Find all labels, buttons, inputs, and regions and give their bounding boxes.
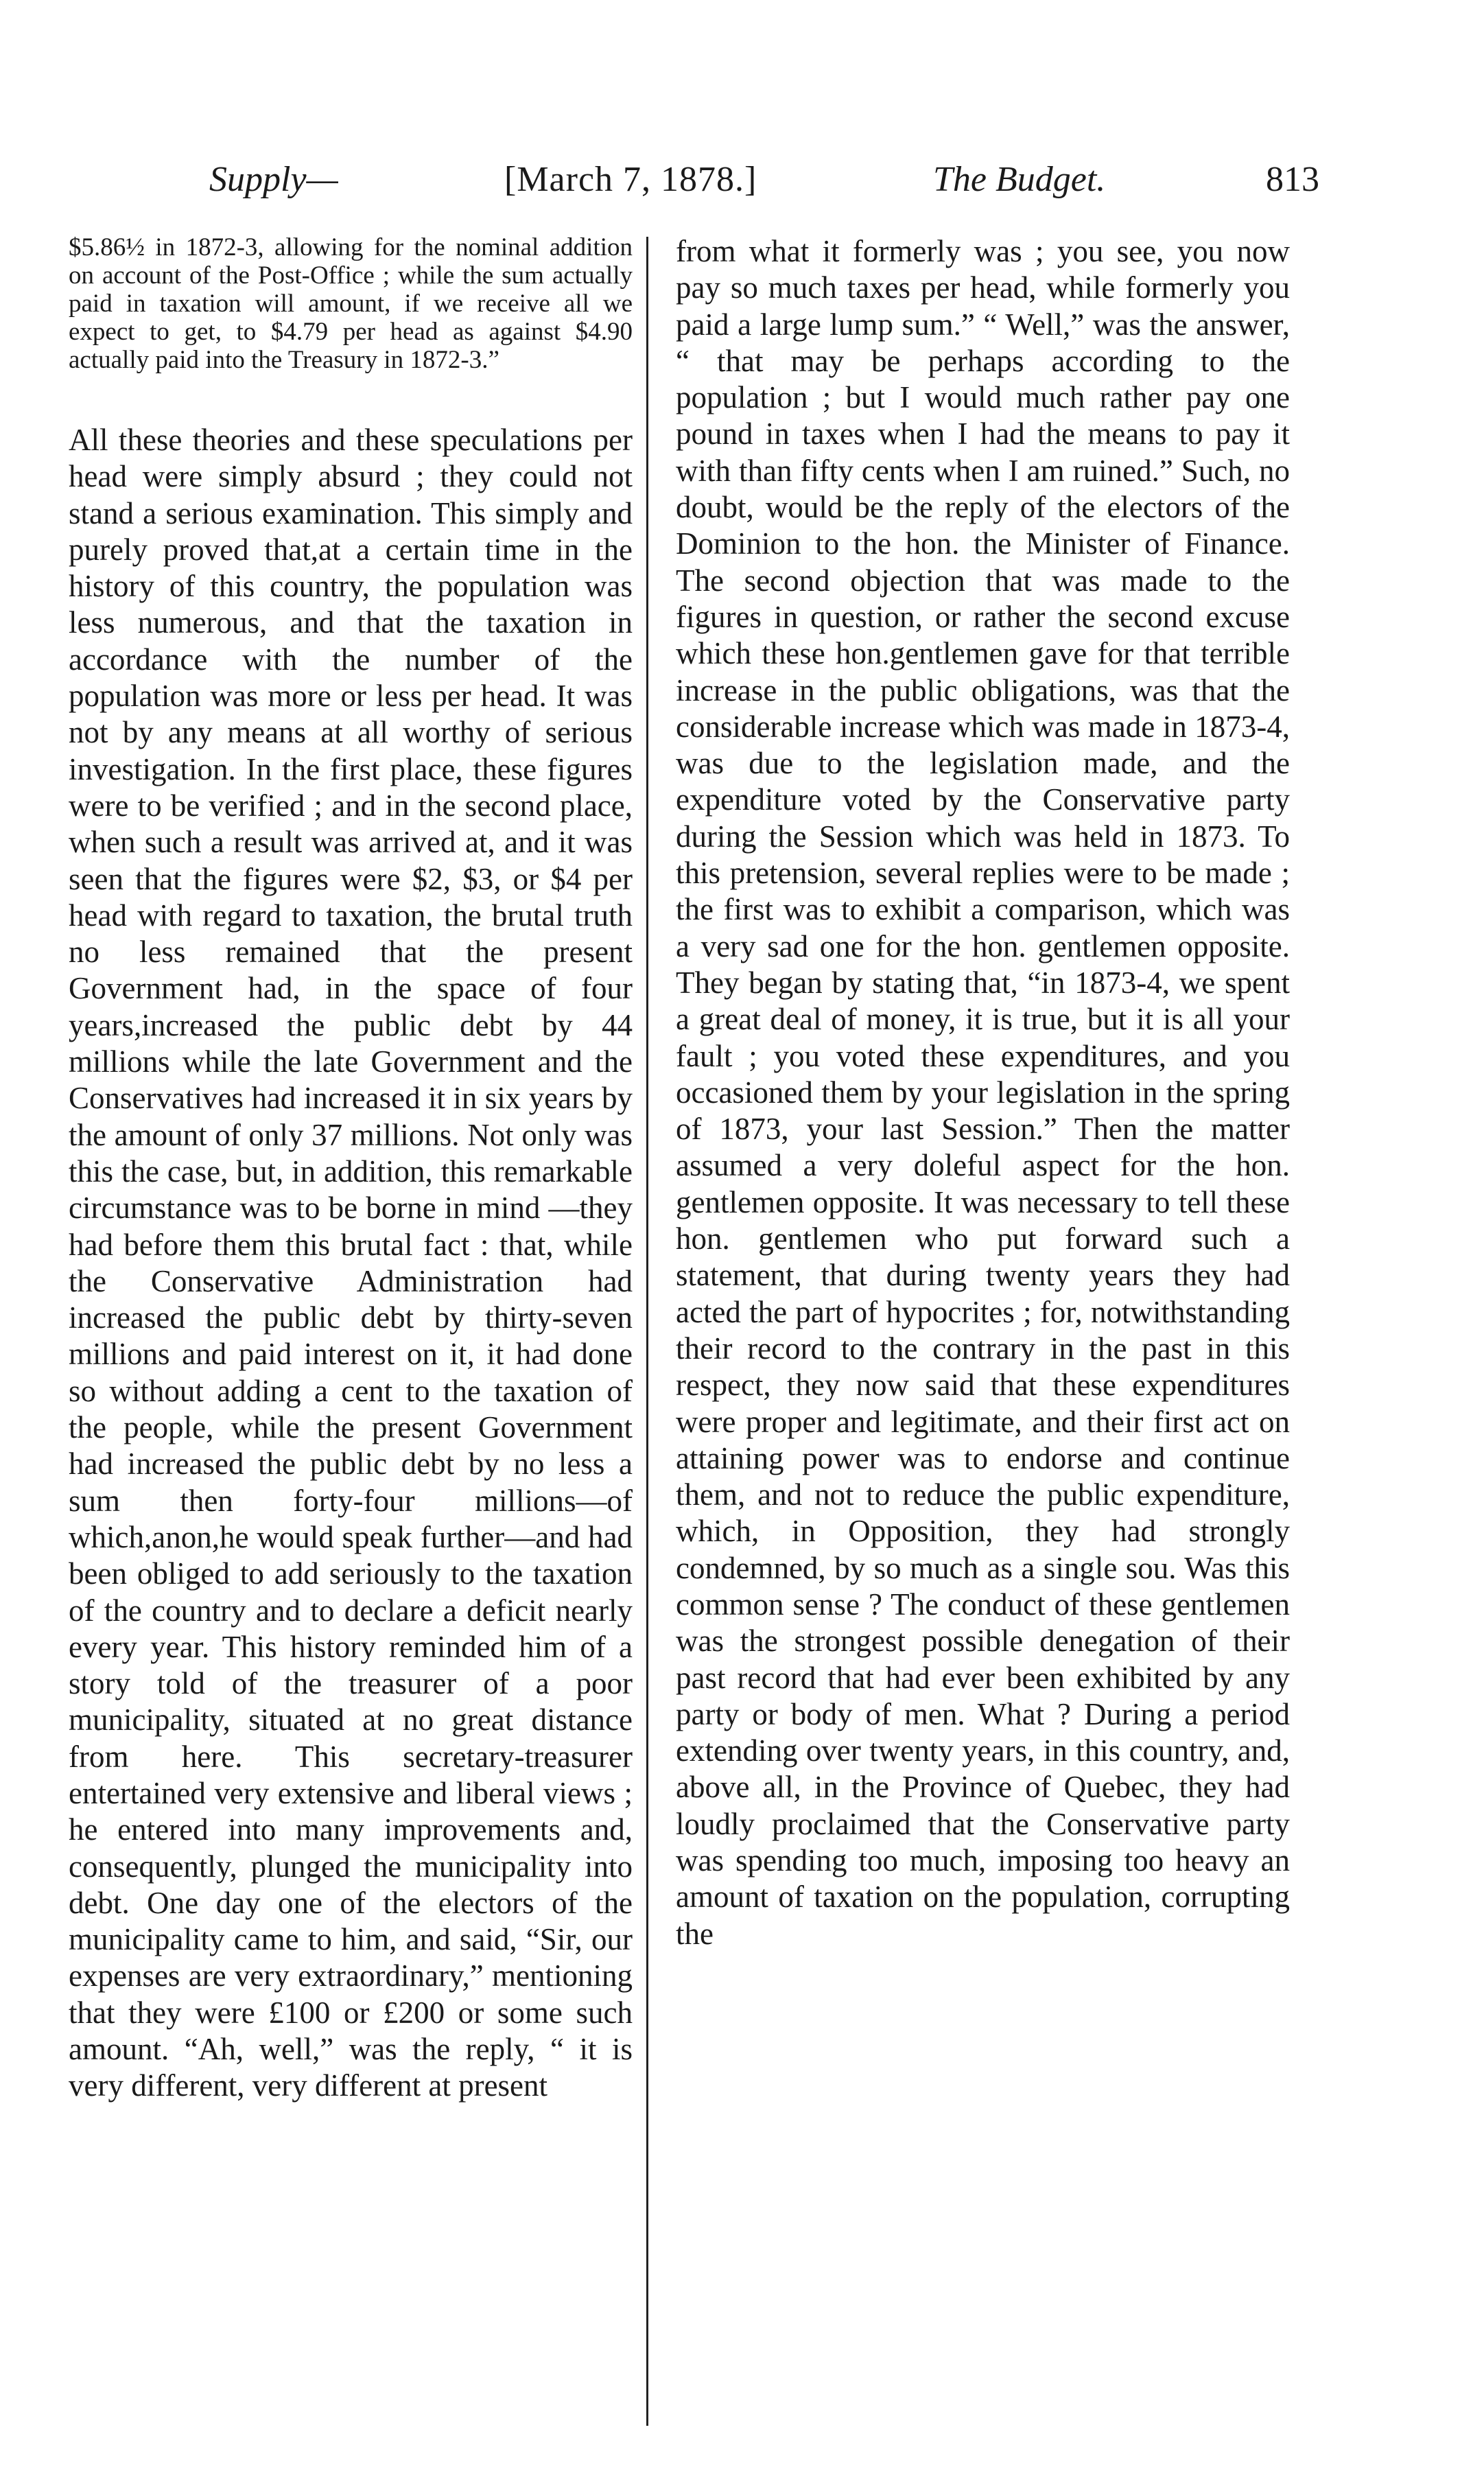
running-header — [0, 159, 1484, 214]
quoted-passage: $5.86½ in 1872-3, allowing for the nominal addition on account of the Post-Office ; while the sum actually paid in taxation will amount, if we receive all we expect to get, to $4.79 per head as against $4.90 actually paid into the Treasury in 1872-3.” — [69, 233, 633, 374]
page-number: 813 — [1266, 160, 1319, 199]
header-section-title: Supply— — [209, 160, 338, 199]
left-column — [69, 233, 633, 2105]
header-date: [March 7, 1878.] — [504, 160, 757, 199]
left-column-body: All these theories and these speculations per head were simply absurd ; they could not stand a serious examination. This simply and purely proved that,at a certain time in the history of this country, the population was less numerous, and that the taxation in accordance with the number of the population was more or less per head. It was not by any means at all worthy of serious investigation. In the first place, these figures were to be verified ; and in the second place, when such a result was arrived at, and it was seen that the figures were $2, $3, or $4 per head with regard to taxation, the brutal truth no less remained that the present Government had, in the space of four years,increased the public debt by 44 millions while the late Government and the Conservatives had increased it in six years by the amount of only 37 millions. Not only was this the case, but, in addition, this remarkable circumstance was to be borne in mind —they had before them this brutal fact : that, while the Conservative Administration had increased the public debt by thirty-seven millions and paid interest on it, it had done so without adding a cent to the taxation of the people, while the present Government had increased the public debt by no less a sum then forty-four millions—of which,anon,he would speak further—and had been obliged to add seriously to the taxation of the country and to declare a deficit nearly every year. This history reminded him of a story told of the treasurer of a poor municipality, situated at no great distance from here. This secretary-treasurer entertained very extensive and liberal views ; he entered into many improvements and, consequently, plunged the municipality into debt. One day one of the electors of the municipality came to him, and said, “Sir, our expenses are very extraordinary,” mentioning that they were £100 or £200 or some such amount. “Ah, well,” was the reply, “ it is very different, very different at present — [69, 423, 633, 2103]
header-topic: The Budget. — [933, 160, 1106, 199]
right-column — [676, 233, 1290, 1952]
column-divider — [646, 237, 648, 2426]
right-column-body: from what it formerly was ; you see, you now pay so much taxes per head, while formerly you paid a large lump sum.” “ Well,” was the answer, “ that may be perhaps according to the population ; but I would much rather pay one pound in taxes when I had the means to pay it with than fifty cents when I am ruined.” Such, no doubt, would be the reply of the electors of the Dominion to the hon. the Minister of Finance. The second objection that was made to the figures in question, or rather the second excuse which these hon.gentlemen gave for that terrible increase in the public obligations, was that the considerable increase which was made in 1873-4, was due to the legislation made, and the expenditure voted by the Conservative party during the Session which was held in 1873. To this pretension, several replies were to be made ; the first was to exhibit a comparison, which was a very sad one for the hon. gentlemen opposite. They began by stating that, “in 1873-4, we spent a great deal of money, it is true, but it is all your fault ; you voted these expenditures, and you occasioned them by your legislation in the spring of 1873, your last Session.” Then the matter assumed a very doleful aspect for the hon. gentlemen opposite. It was necessary to tell these hon. gentlemen who put forward such a statement, that during twenty years they had acted the part of hypocrites ; for, notwithstanding their record to the contrary in the past in this respect, they now said that these expenditures were proper and legitimate, and their first act on attaining power was to endorse and continue them, and not to reduce the public expenditure, which, in Opposition, they had strongly condemned, by so much as a single sou. Was this common sense ? The conduct of these gentlemen was the strongest possible denegation of their past record that had ever been exhibited by any party or body of men. What ? During a period extending over twenty years, in this country, and, above all, in the Province of Quebec, they had loudly proclaimed that the Conservative party was spending too much, imposing too heavy an amount of taxation on the population, corrupting the — [676, 234, 1290, 1951]
